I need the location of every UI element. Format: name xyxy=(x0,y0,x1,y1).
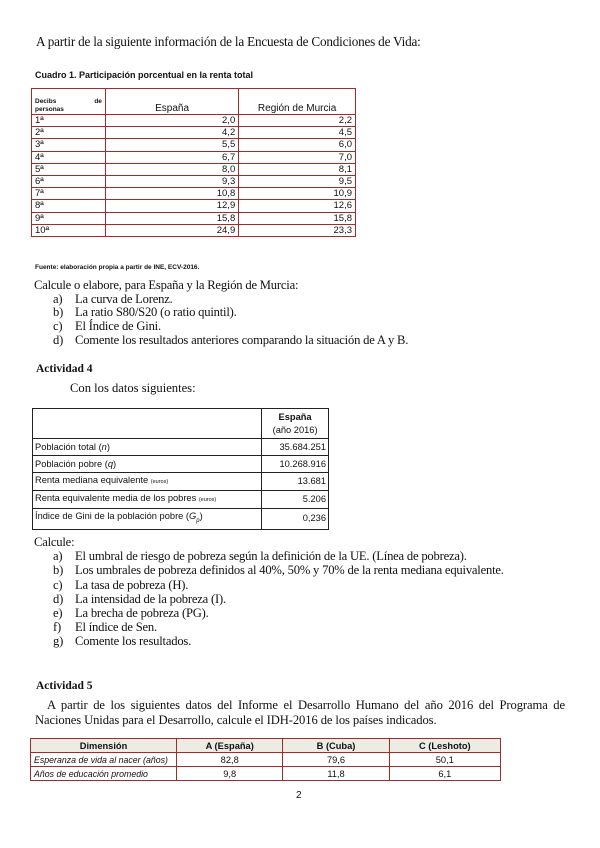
espana-value: 15,8 xyxy=(105,212,238,224)
label-variable: n xyxy=(101,441,107,452)
espana-value: 8,0 xyxy=(105,163,238,175)
indicator-value: 13.681 xyxy=(262,473,329,491)
murcia-value: 8,1 xyxy=(239,163,356,175)
value-a: 82,8 xyxy=(177,753,283,767)
cuadro1-source: Fuente: elaboración propia a partir de INE, ECV-2016. xyxy=(35,264,200,271)
list-text: Los umbrales de pobreza definidos al 40%, 50% y 70% de la renta mediana equivalente. xyxy=(75,563,504,578)
murcia-value: 10,9 xyxy=(239,188,356,200)
header-espana-2016 xyxy=(262,409,329,439)
list-item xyxy=(34,592,504,606)
murcia-value: 4,5 xyxy=(239,127,356,139)
murcia-value: 7,0 xyxy=(239,151,356,163)
list-item xyxy=(34,578,504,592)
intro-text: A partir de la siguiente información de la Encuesta de Condiciones de Vida: xyxy=(36,34,421,49)
actividad5-header-row xyxy=(31,739,501,753)
list-text: El Índice de Gini. xyxy=(75,319,161,334)
list-item xyxy=(34,634,504,648)
decile-cell: 8ª xyxy=(32,200,106,212)
header-personas-word: personas xyxy=(35,106,64,113)
indicator-value: 35.684.251 xyxy=(262,439,329,456)
value-b: 11,8 xyxy=(283,767,389,781)
espana-value: 9,3 xyxy=(105,175,238,187)
list-text: El índice de Sen. xyxy=(75,620,157,635)
table-row xyxy=(32,163,356,175)
list-item xyxy=(34,293,408,307)
decile-cell: 10ª xyxy=(32,224,106,236)
list-text: Comente los resultados. xyxy=(75,634,192,649)
actividad4-header-row xyxy=(33,409,329,439)
cuadro1-header-row xyxy=(32,89,356,115)
espana-value: 2,0 xyxy=(105,115,238,127)
list-marker: g) xyxy=(53,634,64,649)
table-row xyxy=(32,175,356,187)
indicator-value: 0,236 xyxy=(262,509,329,530)
label-suffix: ) xyxy=(199,511,203,521)
table-row xyxy=(32,139,356,151)
actividad4-calc-list xyxy=(34,549,504,648)
table-row xyxy=(32,188,356,200)
dimension-label: Años de educación promedio xyxy=(31,767,177,781)
label-unit: (euros) xyxy=(198,497,217,503)
list-marker: c) xyxy=(53,577,63,592)
header-dimension: Dimensión xyxy=(31,739,177,753)
table-row xyxy=(33,439,329,456)
actividad4-calc-block xyxy=(34,535,504,649)
indicator-label xyxy=(33,456,262,473)
cuadro1-title: Cuadro 1. Participación porcentual en la renta total xyxy=(35,70,254,80)
value-c: 50,1 xyxy=(389,753,500,767)
label-unit: (euros) xyxy=(150,479,169,485)
espana-value: 5,5 xyxy=(105,139,238,151)
header-c-leshoto: C (Leshoto) xyxy=(389,739,500,753)
table-row xyxy=(32,212,356,224)
label-text: Población pobre ( xyxy=(35,458,108,469)
list-text: La tasa de pobreza (H). xyxy=(75,577,189,592)
list-marker: f) xyxy=(53,620,61,635)
espana-value: 4,2 xyxy=(105,127,238,139)
table-row xyxy=(33,473,329,491)
indicator-value: 10.268.916 xyxy=(262,456,329,473)
list-text: La ratio S80/S20 (o ratio quintil). xyxy=(75,305,237,320)
espana-value: 6,7 xyxy=(105,151,238,163)
decile-cell: 4ª xyxy=(32,151,106,163)
list-marker: b) xyxy=(53,563,64,578)
label-variable: q xyxy=(107,458,114,469)
dimension-label: Esperanza de vida al nacer (años) xyxy=(31,753,177,767)
table-row xyxy=(33,456,329,473)
decile-cell: 9ª xyxy=(32,212,106,224)
indicator-label xyxy=(33,509,262,530)
actividad4-heading: Actividad 4 xyxy=(36,363,93,375)
header-murcia: Región de Murcia xyxy=(239,89,356,115)
murcia-value: 12,6 xyxy=(239,200,356,212)
table-row xyxy=(31,753,501,767)
label-text: Índice de Gini de la población pobre ( xyxy=(35,511,190,521)
murcia-value: 23,3 xyxy=(239,224,356,236)
decile-cell: 2ª xyxy=(32,127,106,139)
actividad4-lead: Con los datos siguientes: xyxy=(70,381,196,395)
label-text: Renta mediana equivalente xyxy=(35,475,151,485)
actividad5-table xyxy=(30,738,501,781)
decile-cell: 7ª xyxy=(32,188,106,200)
label-variable: $G_p$ xyxy=(189,511,200,524)
header-espana: España xyxy=(105,89,238,115)
list-item xyxy=(34,549,504,563)
list-text: La curva de Lorenz. xyxy=(75,291,173,306)
header-b-cuba: B (Cuba) xyxy=(283,739,389,753)
table-row xyxy=(31,767,501,781)
list-item xyxy=(34,334,408,348)
actividad5-heading: Actividad 5 xyxy=(36,680,93,692)
list-marker: d) xyxy=(53,591,64,606)
list-marker: a) xyxy=(53,549,63,564)
label-text: Población total ( xyxy=(35,441,102,452)
murcia-value: 2,2 xyxy=(239,115,356,127)
header-year: (año 2016) xyxy=(272,424,318,435)
table-row xyxy=(32,151,356,163)
actividad5-paragraph: A partir de los siguientes datos del Informe el Desarrollo Humano del año 2016 del Programa de Naciones Unidas para el Desarrollo, calcule el IDH-2016 de los países indicados. xyxy=(35,698,565,727)
table-row xyxy=(32,224,356,236)
value-b: 79,6 xyxy=(283,753,389,767)
murcia-value: 6,0 xyxy=(239,139,356,151)
murcia-value: 15,8 xyxy=(239,212,356,224)
list-marker: b) xyxy=(53,305,64,320)
murcia-value: 9,5 xyxy=(239,175,356,187)
list-marker: e) xyxy=(53,606,63,621)
value-c: 6,1 xyxy=(389,767,500,781)
list-item xyxy=(34,620,504,634)
table-row xyxy=(32,127,356,139)
table-row xyxy=(32,115,356,127)
espana-value: 12,9 xyxy=(105,200,238,212)
cuadro1-table xyxy=(31,88,356,237)
list-item xyxy=(34,306,408,320)
espana-value: 10,8 xyxy=(105,188,238,200)
header-de-word: de xyxy=(94,98,102,105)
list-item xyxy=(34,563,504,577)
label-text: Renta equivalente media de los pobres xyxy=(35,493,199,503)
list-marker: d) xyxy=(53,332,64,347)
decile-cell: 6ª xyxy=(32,175,106,187)
label-suffix: ) xyxy=(106,441,110,452)
indicator-label xyxy=(33,491,262,509)
table-row xyxy=(32,200,356,212)
list-text: Comente los resultados anteriores comparando la situación de A y B. xyxy=(75,332,409,347)
list-marker: c) xyxy=(53,319,63,334)
list-text: El umbral de riesgo de pobreza según la definición de la UE. (Línea de pobreza). xyxy=(75,549,467,564)
indicator-value: 5.206 xyxy=(262,491,329,509)
list-text: La intensidad de la pobreza (I). xyxy=(75,591,226,606)
label-suffix: ) xyxy=(113,458,117,469)
indicator-label xyxy=(33,473,262,491)
table-row xyxy=(33,509,329,530)
list-item xyxy=(34,320,408,334)
header-deciles-word: Decibs xyxy=(35,98,57,105)
table-row xyxy=(33,491,329,509)
task1-lead: Calcule o elabore, para España y la Región de Murcia: xyxy=(34,278,299,292)
espana-value: 24,9 xyxy=(105,224,238,236)
actividad4-calc-lead: Calcule: xyxy=(34,535,75,549)
header-espana: España xyxy=(278,411,312,422)
header-a-espana: A (España) xyxy=(177,739,283,753)
decile-cell: 3ª xyxy=(32,139,106,151)
task1-block xyxy=(34,279,408,348)
list-marker: a) xyxy=(53,291,63,306)
header-blank xyxy=(33,409,262,439)
task1-list xyxy=(34,293,408,348)
decile-cell: 5ª xyxy=(32,163,106,175)
list-text: La brecha de pobreza (PG). xyxy=(75,606,209,621)
header-deciles xyxy=(32,89,106,115)
indicator-label xyxy=(33,439,262,456)
value-a: 9,8 xyxy=(177,767,283,781)
list-item xyxy=(34,606,504,620)
decile-cell: 1ª xyxy=(32,115,106,127)
actividad4-table xyxy=(32,408,329,530)
page-number: 2 xyxy=(296,790,302,801)
